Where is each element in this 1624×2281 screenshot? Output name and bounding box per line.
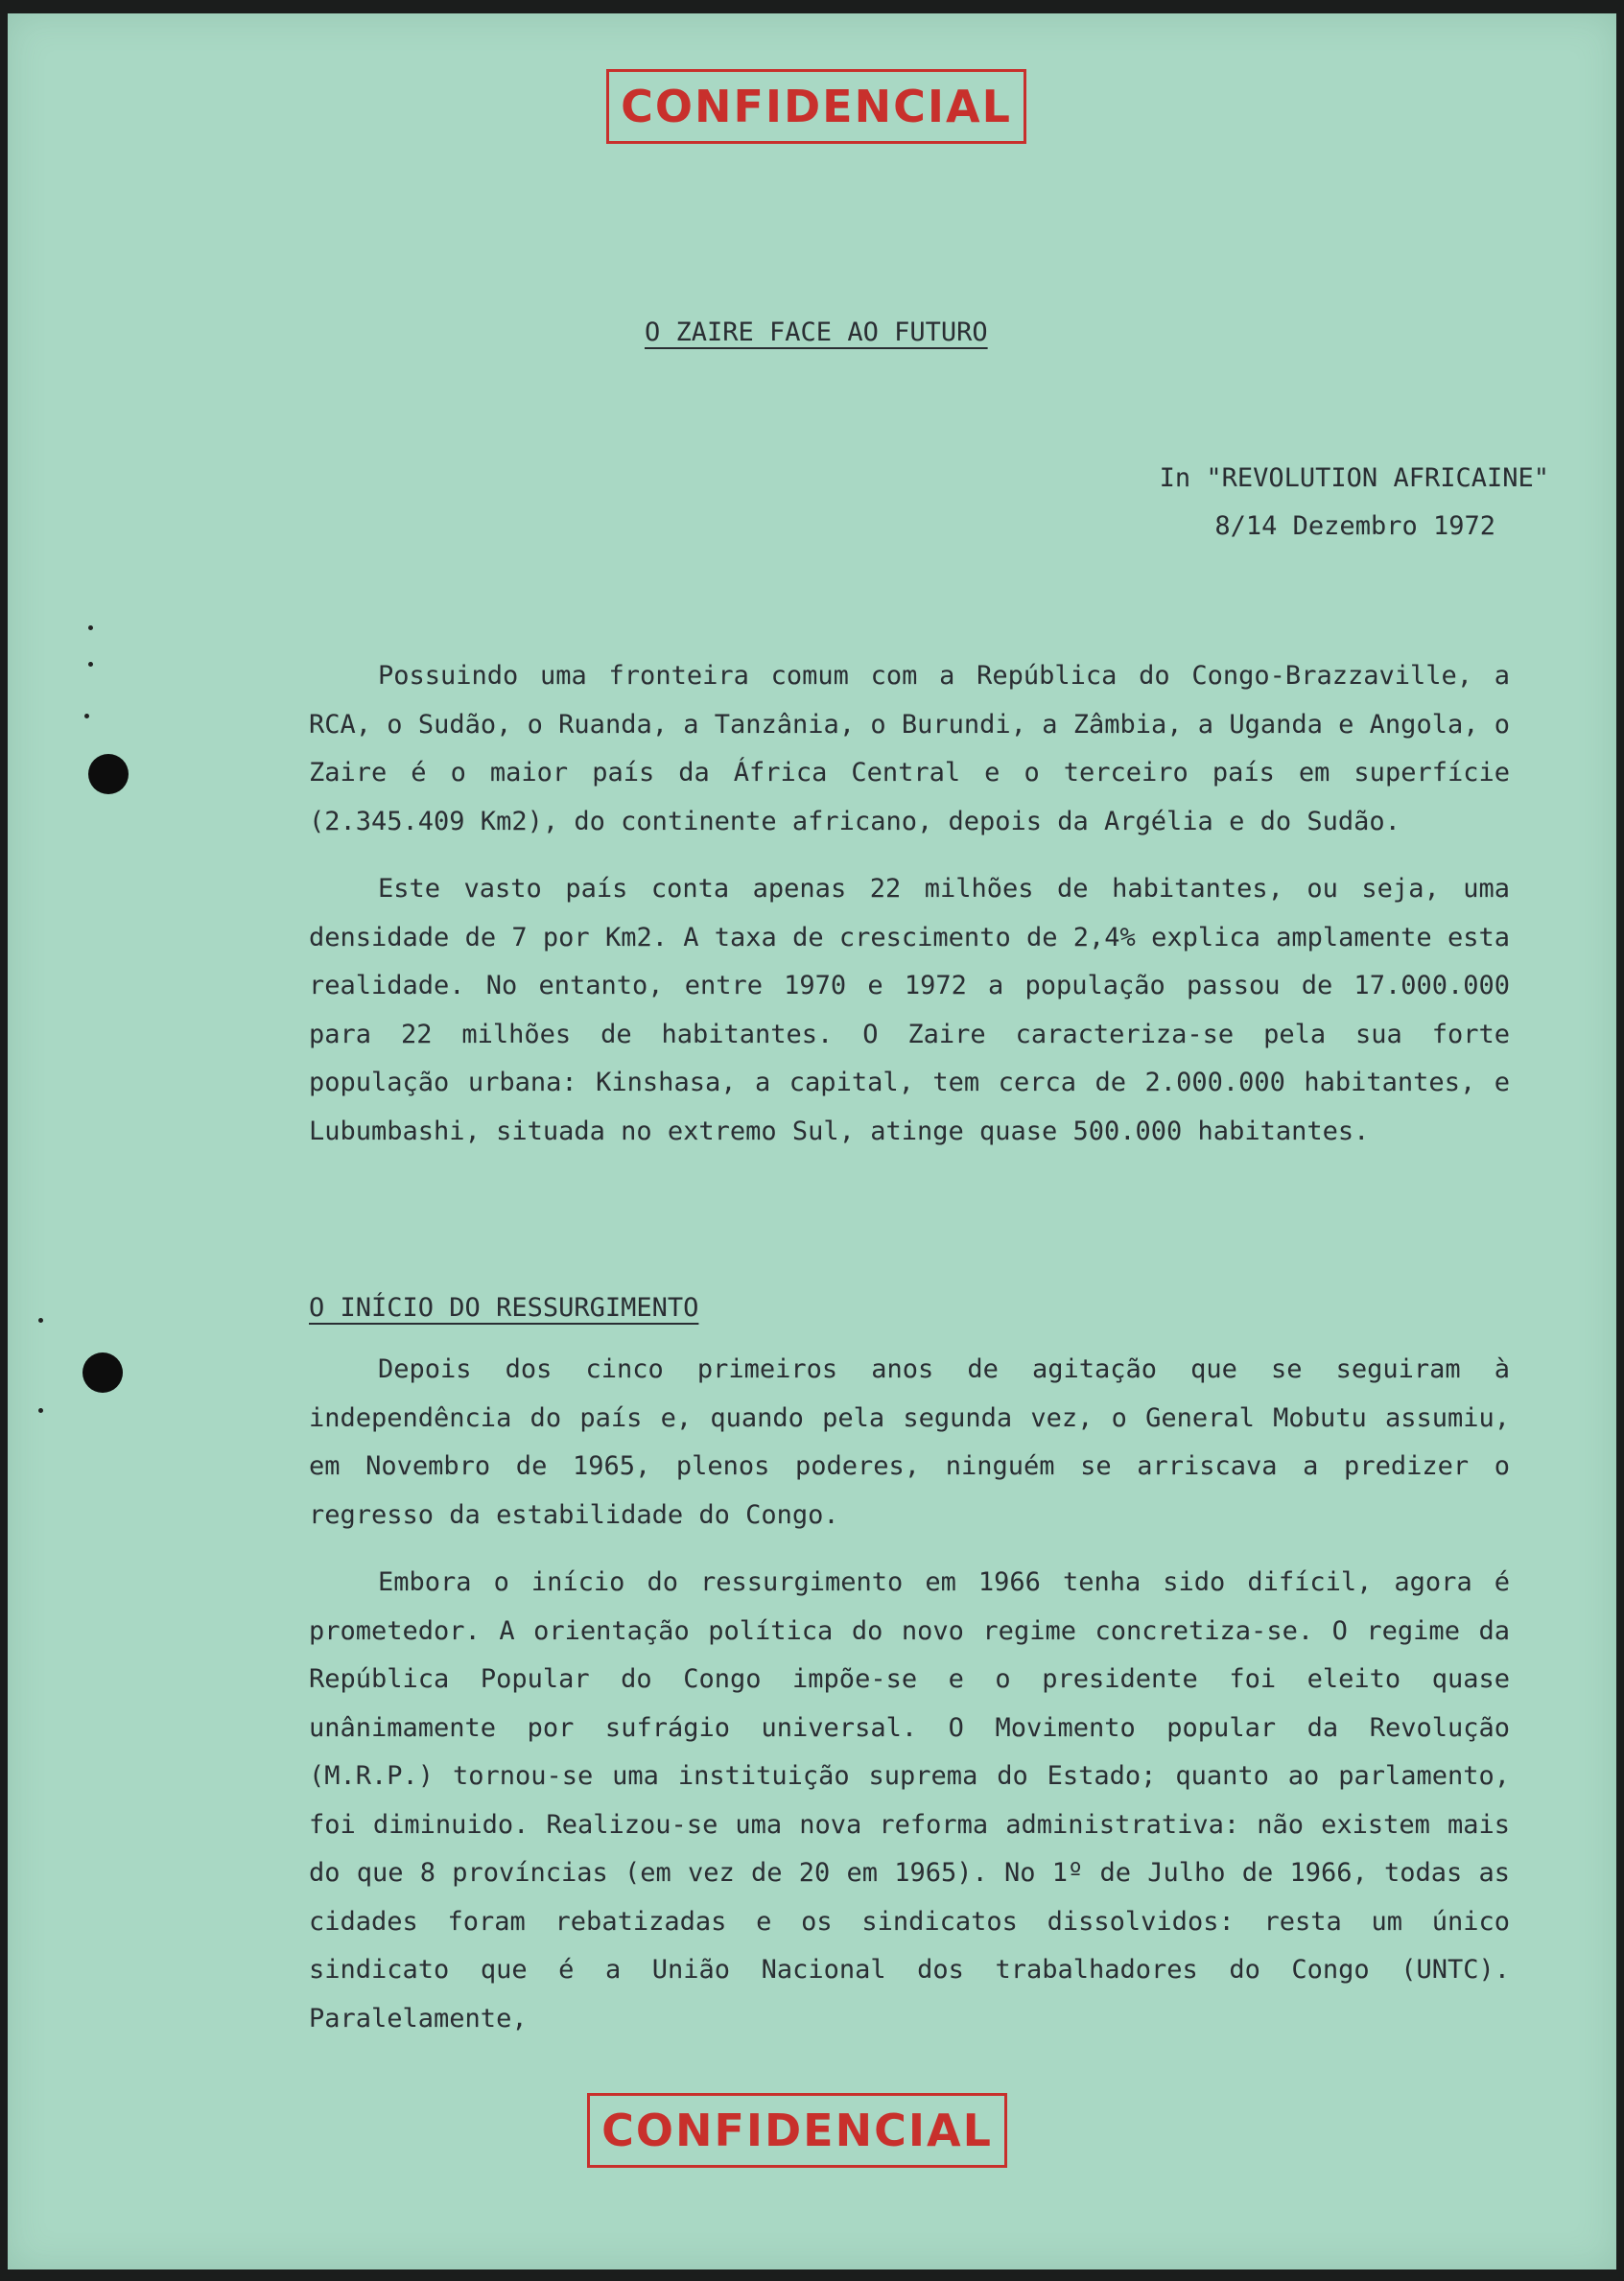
source-date: 8/14 Dezembro 1972 [1214,511,1495,541]
paragraph: Este vasto país conta apenas 22 milhões de habitantes, ou seja, uma densidade de 7 por Km2. A taxa de crescimento de 2,4% explica amplamente esta realidade. No entanto, entre 1970 e 1972 a população passou de 17.000.000 para 22 milhões de habitantes. O Zaire caracteriza-se pela sua forte população urbana: Kinshasa, a capital, tem cerca de 2.000.000 habitantes, e Lubumbashi, situada no extremo Sul, atinge quase 500.000 habitantes. [309,874,1510,1146]
punch-hole-top [88,754,129,794]
margin-mark [38,1318,43,1323]
source-publication: In "REVOLUTION AFRICAINE" [1159,463,1549,493]
resurgence-section [309,1346,1510,2062]
confidential-stamp-bottom: CONFIDENCIAL [587,2093,1007,2168]
section-heading: O INÍCIO DO RESSURGIMENTO [309,1293,699,1323]
punch-hole-bottom [82,1352,123,1393]
paragraph: Possuindo uma fronteira comum com a República do Congo-Brazzaville, a RCA, o Sudão, o Ruanda, a Tanzânia, o Burundi, a Zâmbia, a Uganda e Angola, o Zaire é o maior país da África Central e o terceiro país em superfície (2.345.409 Km2), do continente africano, depois da Argélia e do Sudão. [309,661,1510,836]
margin-mark [38,1408,43,1413]
intro-section [309,652,1510,1175]
confidential-stamp-top: CONFIDENCIAL [606,69,1026,144]
document-title: O ZAIRE FACE AO FUTURO [645,317,988,347]
margin-mark [84,714,89,718]
paragraph: Embora o início do ressurgimento em 1966 tenha sido difícil, agora é prometedor. A orientação política do novo regime concretiza-se. O regime da República Popular do Congo impõe-se e o presidente foi eleito quase unânimamente por sufrágio universal. O Movimento popular da Revolução (M.R.P.) tornou-se uma instituição suprema do Estado; quanto ao parlamento, foi diminuido. Realizou-se uma nova reforma administrativa: não existem mais do que 8 províncias (em vez de 20 em 1965). No 1º de Julho de 1966, todas as cidades foram rebatizadas e os sindicatos dissolvidos: resta um único sindicato que é a União Nacional dos trabalhadores do Congo (UNTC). Paralelamente, [309,1567,1510,2034]
margin-mark [88,625,93,630]
paragraph: Depois dos cinco primeiros anos de agitação que se seguiram à independência do país e, quando pela segunda vez, o General Mobutu assumiu, em Novembro de 1965, plenos poderes, ninguém se arriscava a predizer o regresso da estabilidade do Congo. [309,1354,1510,1530]
source-citation [1160,455,1549,551]
margin-mark [88,662,93,667]
